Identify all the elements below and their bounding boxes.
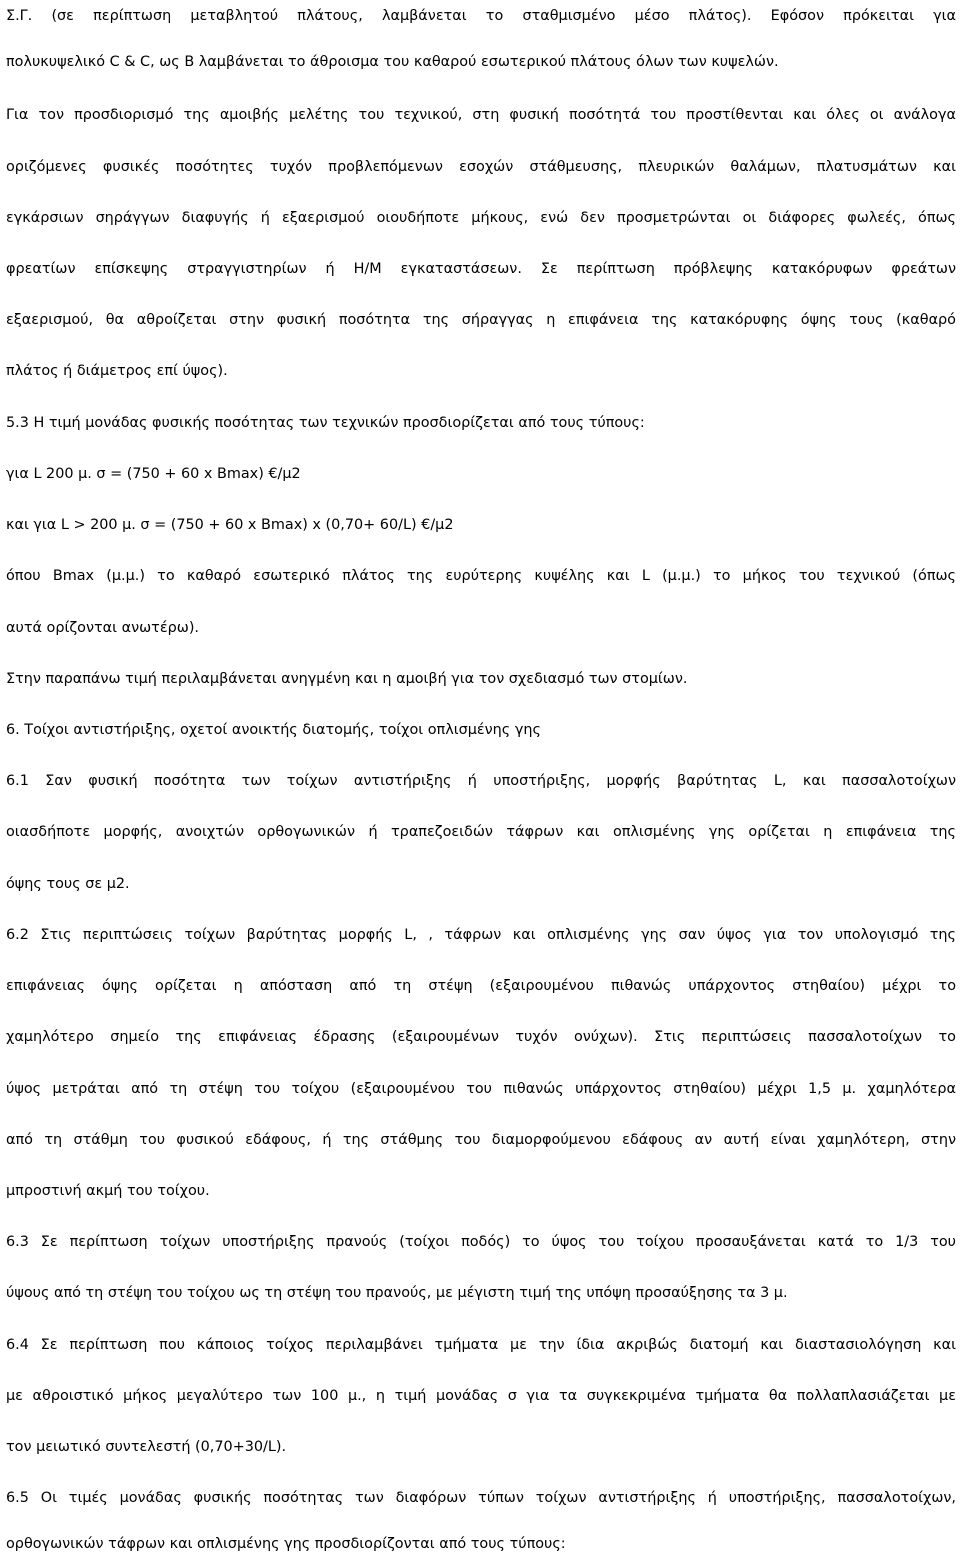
formula-line: για L 200 μ. σ = (750 + 60 x Bmax) €/μ2	[6, 466, 301, 482]
text-line: Σ.Γ. (σε περίπτωση μεταβλητού πλάτους, λαμβάνεται το σταθμισμένο μέσο πλάτος). Εφόσον πρόκειται για	[6, 8, 956, 24]
text-line: 6.1 Σαν φυσική ποσότητα των τοίχων αντιστήριξης ή υποστήριξης, μορφής βαρύτητας L, και πασσαλοτοίχων	[6, 773, 956, 789]
text-line: τον μειωτικό συντελεστή (0,70+30/L).	[6, 1439, 287, 1455]
text-line: αυτά ορίζονται ανωτέρω).	[6, 620, 200, 636]
text-line: 6.5 Οι τιμές μονάδας φυσικής ποσότητας των διαφόρων τύπων τοίχων αντιστήριξης ή υποστήριξης, πασσαλοτοίχων,	[6, 1490, 956, 1506]
text-line: από τη στάθμη του φυσικού εδάφους, ή της στάθμης του διαμορφούμενου εδάφους αν αυτή είναι χαμηλότερη, στην	[6, 1132, 956, 1148]
text-line: 6.4 Σε περίπτωση που κάποιος τοίχος περιλαμβάνει τμήματα με την ίδια ακριβώς διατομή και διαστασιολόγηση και	[6, 1337, 956, 1353]
text-line: όπου Bmax (μ.μ.) το καθαρό εσωτερικό πλάτος της ευρύτερης κυψέλης και L (μ.μ.) το μήκος του τεχνικού (όπως	[6, 568, 956, 584]
section-heading: 5.3 Η τιμή μονάδας φυσικής ποσότητας των τεχνικών προσδιορίζεται από τους τύπους:	[6, 415, 645, 431]
text-line: 6.2 Στις περιπτώσεις τοίχων βαρύτητας μορφής L, , τάφρων και οπλισμένης γης σαν ύψος για τον υπολογισμό της	[6, 927, 956, 943]
text-line: εξαερισμού, θα αθροίζεται στην φυσική ποσότητα της σήραγγας η επιφάνεια της κατακόρυφης όψης τους (καθαρό	[6, 312, 956, 328]
text-line: με αθροιστικό μήκος μεγαλύτερο των 100 μ., η τιμή μονάδας σ για τα συγκεκριμένα τμήματα θα πολλαπλασιάζεται με	[6, 1388, 956, 1404]
text-line: οιασδήποτε μορφής, ανοιχτών ορθογωνικών ή τραπεζοειδών τάφρων και οπλισμένης γης ορίζεται η επιφάνεια της	[6, 824, 956, 840]
text-line: χαμηλότερο σημείο της επιφάνειας έδρασης (εξαιρουμένων τυχόν ονύχων). Στις περιπτώσεις πασσαλοτοίχων το	[6, 1029, 956, 1045]
section-heading: 6. Τοίχοι αντιστήριξης, οχετοί ανοικτής διατομής, τοίχοι οπλισμένης γης	[6, 722, 541, 738]
text-line: ύψος μετράται από τη στέψη του τοίχου (εξαιρουμένου του πιθανώς υπάρχοντος στηθαίου) μέχρι 1,5 μ. χαμηλότερα	[6, 1081, 956, 1097]
text-line: 6.3 Σε περίπτωση τοίχων υποστήριξης πρανούς (τοίχοι ποδός) το ύψος του τοίχου προσαυξάνεται κατά το 1/3 του	[6, 1234, 956, 1250]
text-line: φρεατίων επίσκεψης στραγγιστηρίων ή Η/Μ εγκαταστάσεων. Σε περίπτωση πρόβλεψης κατακόρυφων φρεάτων	[6, 261, 956, 277]
text-line: εγκάρσιων σηράγγων διαφυγής ή εξαερισμού οιουδήποτε μήκους, ενώ δεν προσμετρώνται οι διάφορες φωλεές, όπως	[6, 210, 956, 226]
text-line: Στην παραπάνω τιμή περιλαμβάνεται ανηγμένη και η αμοιβή για τον σχεδιασμό των στομίων.	[6, 671, 688, 687]
text-line: πολυκυψελικό C & C, ως Β λαμβάνεται το άθροισμα του καθαρού εσωτερικού πλάτους όλων των κυψελών.	[6, 54, 779, 70]
text-line: ορθογωνικών τάφρων και οπλισμένης γης προσδιορίζονται από τους τύπους:	[6, 1536, 566, 1552]
text-line: πλάτος ή διάμετρος επί ύψος).	[6, 363, 228, 379]
text-line: μπροστινή ακμή του τοίχου.	[6, 1183, 210, 1199]
text-line: Για τον προσδιορισμό της αμοιβής μελέτης του τεχνικού, στη φυσική ποσότητά του προστίθενται και όλες οι ανάλογα	[6, 107, 956, 123]
formula-line: και για L > 200 μ. σ = (750 + 60 x Bmax) x (0,70+ 60/L) €/μ2	[6, 517, 454, 533]
text-line: ύψους από τη στέψη του τοίχου ως τη στέψη του πρανούς, με μέγιστη τιμή της υπόψη προσαύξησης τα 3 μ.	[6, 1285, 788, 1301]
text-line: επιφάνειας όψης ορίζεται η απόσταση από τη στέψη (εξαιρουμένου πιθανώς υπάρχοντος στηθαίου) μέχρι το	[6, 978, 956, 994]
text-line: όψης τους σε μ2.	[6, 876, 130, 892]
text-line: οριζόμενες φυσικές ποσότητες τυχόν προβλεπόμενων εσοχών στάθμευσης, πλευρικών θαλάμων, πλατυσμάτων και	[6, 159, 956, 175]
